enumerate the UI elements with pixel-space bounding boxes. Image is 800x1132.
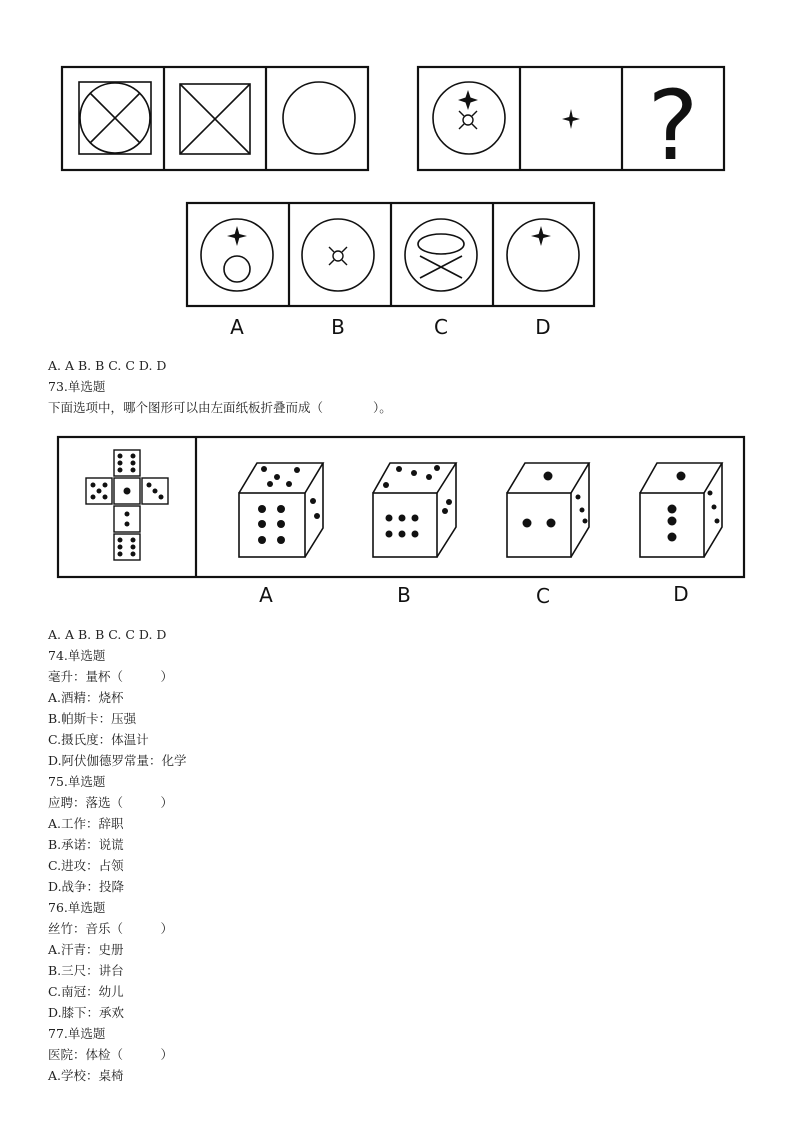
q75-option-c: C.进攻：占领 xyxy=(48,858,124,873)
q72-sequence-figure xyxy=(0,0,800,200)
question-mark: ? xyxy=(647,70,699,182)
q72-answer-options: A. A B. B C. C D. D xyxy=(48,358,167,373)
q76-header: 76.单选题 xyxy=(48,900,106,915)
q72-option-b-label: B xyxy=(331,315,345,339)
q76-option-b: B.三尺：讲台 xyxy=(48,963,124,978)
q75-option-d: D.战争：投降 xyxy=(48,879,125,894)
q76-option-c: C.南冠：幼儿 xyxy=(48,984,124,999)
q75-header: 75.单选题 xyxy=(48,774,106,789)
q74-stem: 毫升：量杯（ ） xyxy=(48,669,174,684)
q75-option-a: A.工作：辞职 xyxy=(48,816,124,831)
q73-option-a-label: A xyxy=(259,583,273,607)
q74-option-c: C.摄氏度：体温计 xyxy=(48,732,149,747)
q72-option-c-label: C xyxy=(434,315,448,339)
q76-option-d: D.膝下：承欢 xyxy=(48,1005,125,1020)
q72-option-a-label: A xyxy=(230,315,244,339)
q75-stem: 应聘：落选（ ） xyxy=(48,795,174,810)
q74-header: 74.单选题 xyxy=(48,648,106,663)
q77-stem: 医院：体检（ ） xyxy=(48,1047,174,1062)
q73-option-d-label: D xyxy=(673,582,689,606)
q73-option-b-label: B xyxy=(397,583,411,607)
q75-option-b: B.承诺：说谎 xyxy=(48,837,124,852)
q72-options-figure xyxy=(0,195,800,345)
q73-stem: 下面选项中，哪个图形可以由左面纸板折叠而成（ ）。 xyxy=(48,400,392,415)
q74-option-d: D.阿伏伽德罗常量：化学 xyxy=(48,753,187,768)
q72-option-d-label: D xyxy=(535,315,551,339)
q77-option-a: A.学校：桌椅 xyxy=(48,1068,124,1083)
q73-option-c-label: C xyxy=(536,584,550,608)
q73-answer-options: A. A B. B C. C D. D xyxy=(48,627,167,642)
q76-stem: 丝竹：音乐（ ） xyxy=(48,921,174,936)
q76-option-a: A.汗青：史册 xyxy=(48,942,124,957)
q73-header: 73.单选题 xyxy=(48,379,106,394)
q73-cube-figure xyxy=(0,430,800,615)
q74-option-a: A.酒精：烧杯 xyxy=(48,690,124,705)
q77-header: 77.单选题 xyxy=(48,1026,106,1041)
q74-option-b: B.帕斯卡：压强 xyxy=(48,711,137,726)
